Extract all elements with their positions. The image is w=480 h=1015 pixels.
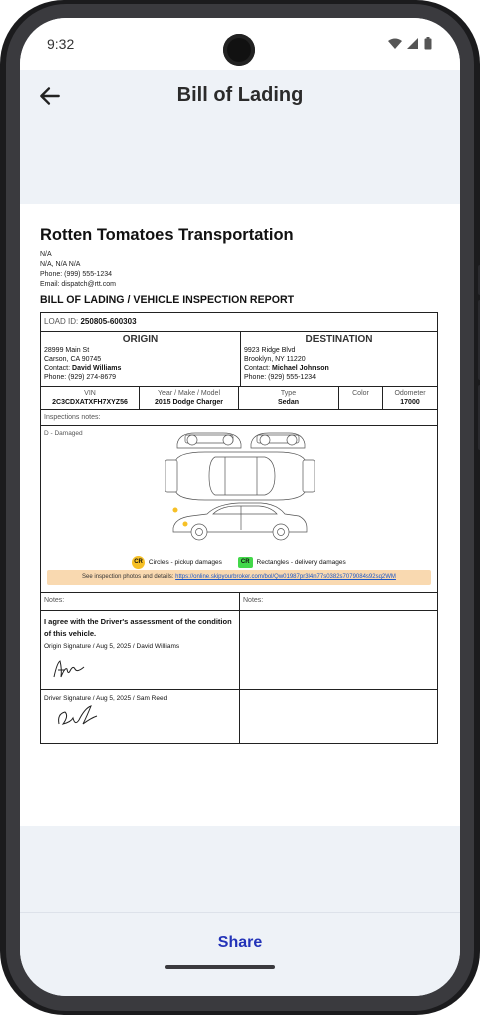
delivery-chip: CR [238,557,253,568]
address-line: Email: dispatch@rtt.com [40,281,116,288]
photos-label: See inspection photos and details: [82,574,174,580]
origin-heading: ORIGIN [122,334,159,345]
ymm-value: 2015 Dodge Charger [154,399,224,406]
origin-street: 28999 Main St [44,347,90,354]
inspection-notes-row [41,410,437,426]
camera-cutout [223,34,255,66]
damage-code-label: D - Damaged [44,430,83,437]
destination-contact-label: Contact: [244,365,271,372]
battery-icon [424,37,432,50]
diagram-cell [41,426,437,592]
origin-contact-label: Contact: [44,365,71,372]
origin-phone: Phone: (929) 274-8679 [44,374,116,381]
notes-left-label: Notes: [41,593,240,610]
destination-contact [244,364,434,373]
type-label: Type [280,390,297,397]
type-value: Sedan [277,399,299,406]
wifi-icon [388,38,402,50]
agree-statement: I agree with the Driver's assessment of the condition of this vehicle. [44,617,232,638]
report-title: BILL OF LADING / VEHICLE INSPECTION REPORT [40,294,295,306]
vin-value: 2C3CDXATXFH7XYZ56 [52,399,128,406]
load-id-label: LOAD ID: [44,317,79,326]
destination-street: 9923 Ridge Blvd [244,347,296,354]
diagram-row [41,426,437,593]
share-button[interactable]: Share [217,934,263,951]
vin-label: VIN [84,390,96,397]
vehicle-diagram [165,430,315,544]
driver-signature-cell [41,690,240,743]
driver-signature-blank [240,690,437,743]
status-icons [388,37,432,50]
odometer-label: Odometer [394,390,426,397]
origin-contact [44,364,237,373]
origin-signature-image [51,657,87,681]
load-id-row [41,313,437,332]
load-id-value: 250805-600303 [80,317,137,326]
destination-heading: DESTINATION [305,334,373,345]
origin-destination-row [41,332,437,387]
origin-signature-row [41,611,437,690]
damage-marker [183,522,188,527]
bill-of-lading-document [20,204,460,826]
pickup-chip: CR [132,556,145,569]
pickup-legend-text: Circles - pickup damages [148,559,222,566]
inspection-table [40,312,438,744]
ymm-label: Year / Make / Model [158,390,220,397]
delivery-legend-text: Rectangles - delivery damages [256,559,346,566]
color-cell [339,387,383,409]
destination-contact-name: Michael Johnson [272,365,329,372]
page-title: Bill of Lading [176,84,304,106]
address-line: N/A [40,251,52,258]
load-id-cell [41,313,437,331]
signal-icon [407,38,419,50]
destination-phone: Phone: (929) 555-1234 [244,374,316,381]
address-line: Phone: (999) 555-1234 [40,271,112,278]
type-cell [239,387,339,409]
inspection-photos-link[interactable]: https://online.skipyourbroker.com/bol/Qw01987pr3l4n77s0382s7079084s92sq2WM [175,574,396,580]
origin-contact-name: David Williams [72,365,122,372]
origin-signature-blank [240,611,437,689]
company-name: Rotten Tomatoes Transportation [40,226,294,244]
inspection-photos-bar [47,570,431,585]
origin-signature-cell [41,611,240,689]
vin-cell [41,387,140,409]
odometer-cell [383,387,437,409]
bottom-action-area [20,826,460,996]
color-label: Color [352,390,369,397]
inspection-notes-label: Inspections notes: [44,414,101,421]
address-line: N/A, N/A N/A [40,261,81,268]
notes-row [41,593,437,611]
odometer-value: 17000 [400,399,420,406]
origin-signature-caption: Origin Signature / Aug 5, 2025 / David Williams [44,643,180,650]
status-bar [20,18,460,70]
driver-signature-row [41,690,437,743]
driver-signature-caption: Driver Signature / Aug 5, 2025 / Sam Reed [44,695,168,702]
damage-marker [173,508,178,513]
divider [20,912,460,913]
damage-legend [41,556,437,569]
origin-city: Carson, CA 90745 [44,356,102,363]
home-indicator[interactable] [165,965,275,969]
app-bar [20,70,460,122]
ymm-cell [140,387,239,409]
destination-city: Brooklyn, NY 11220 [244,356,306,363]
status-time: 9:32 [47,36,75,52]
destination-cell [241,332,437,386]
origin-cell [41,332,241,386]
driver-signature-image [55,702,101,730]
company-address [40,250,116,290]
screen [20,18,460,996]
vehicle-row [41,387,437,410]
notes-right-label: Notes: [243,597,264,604]
